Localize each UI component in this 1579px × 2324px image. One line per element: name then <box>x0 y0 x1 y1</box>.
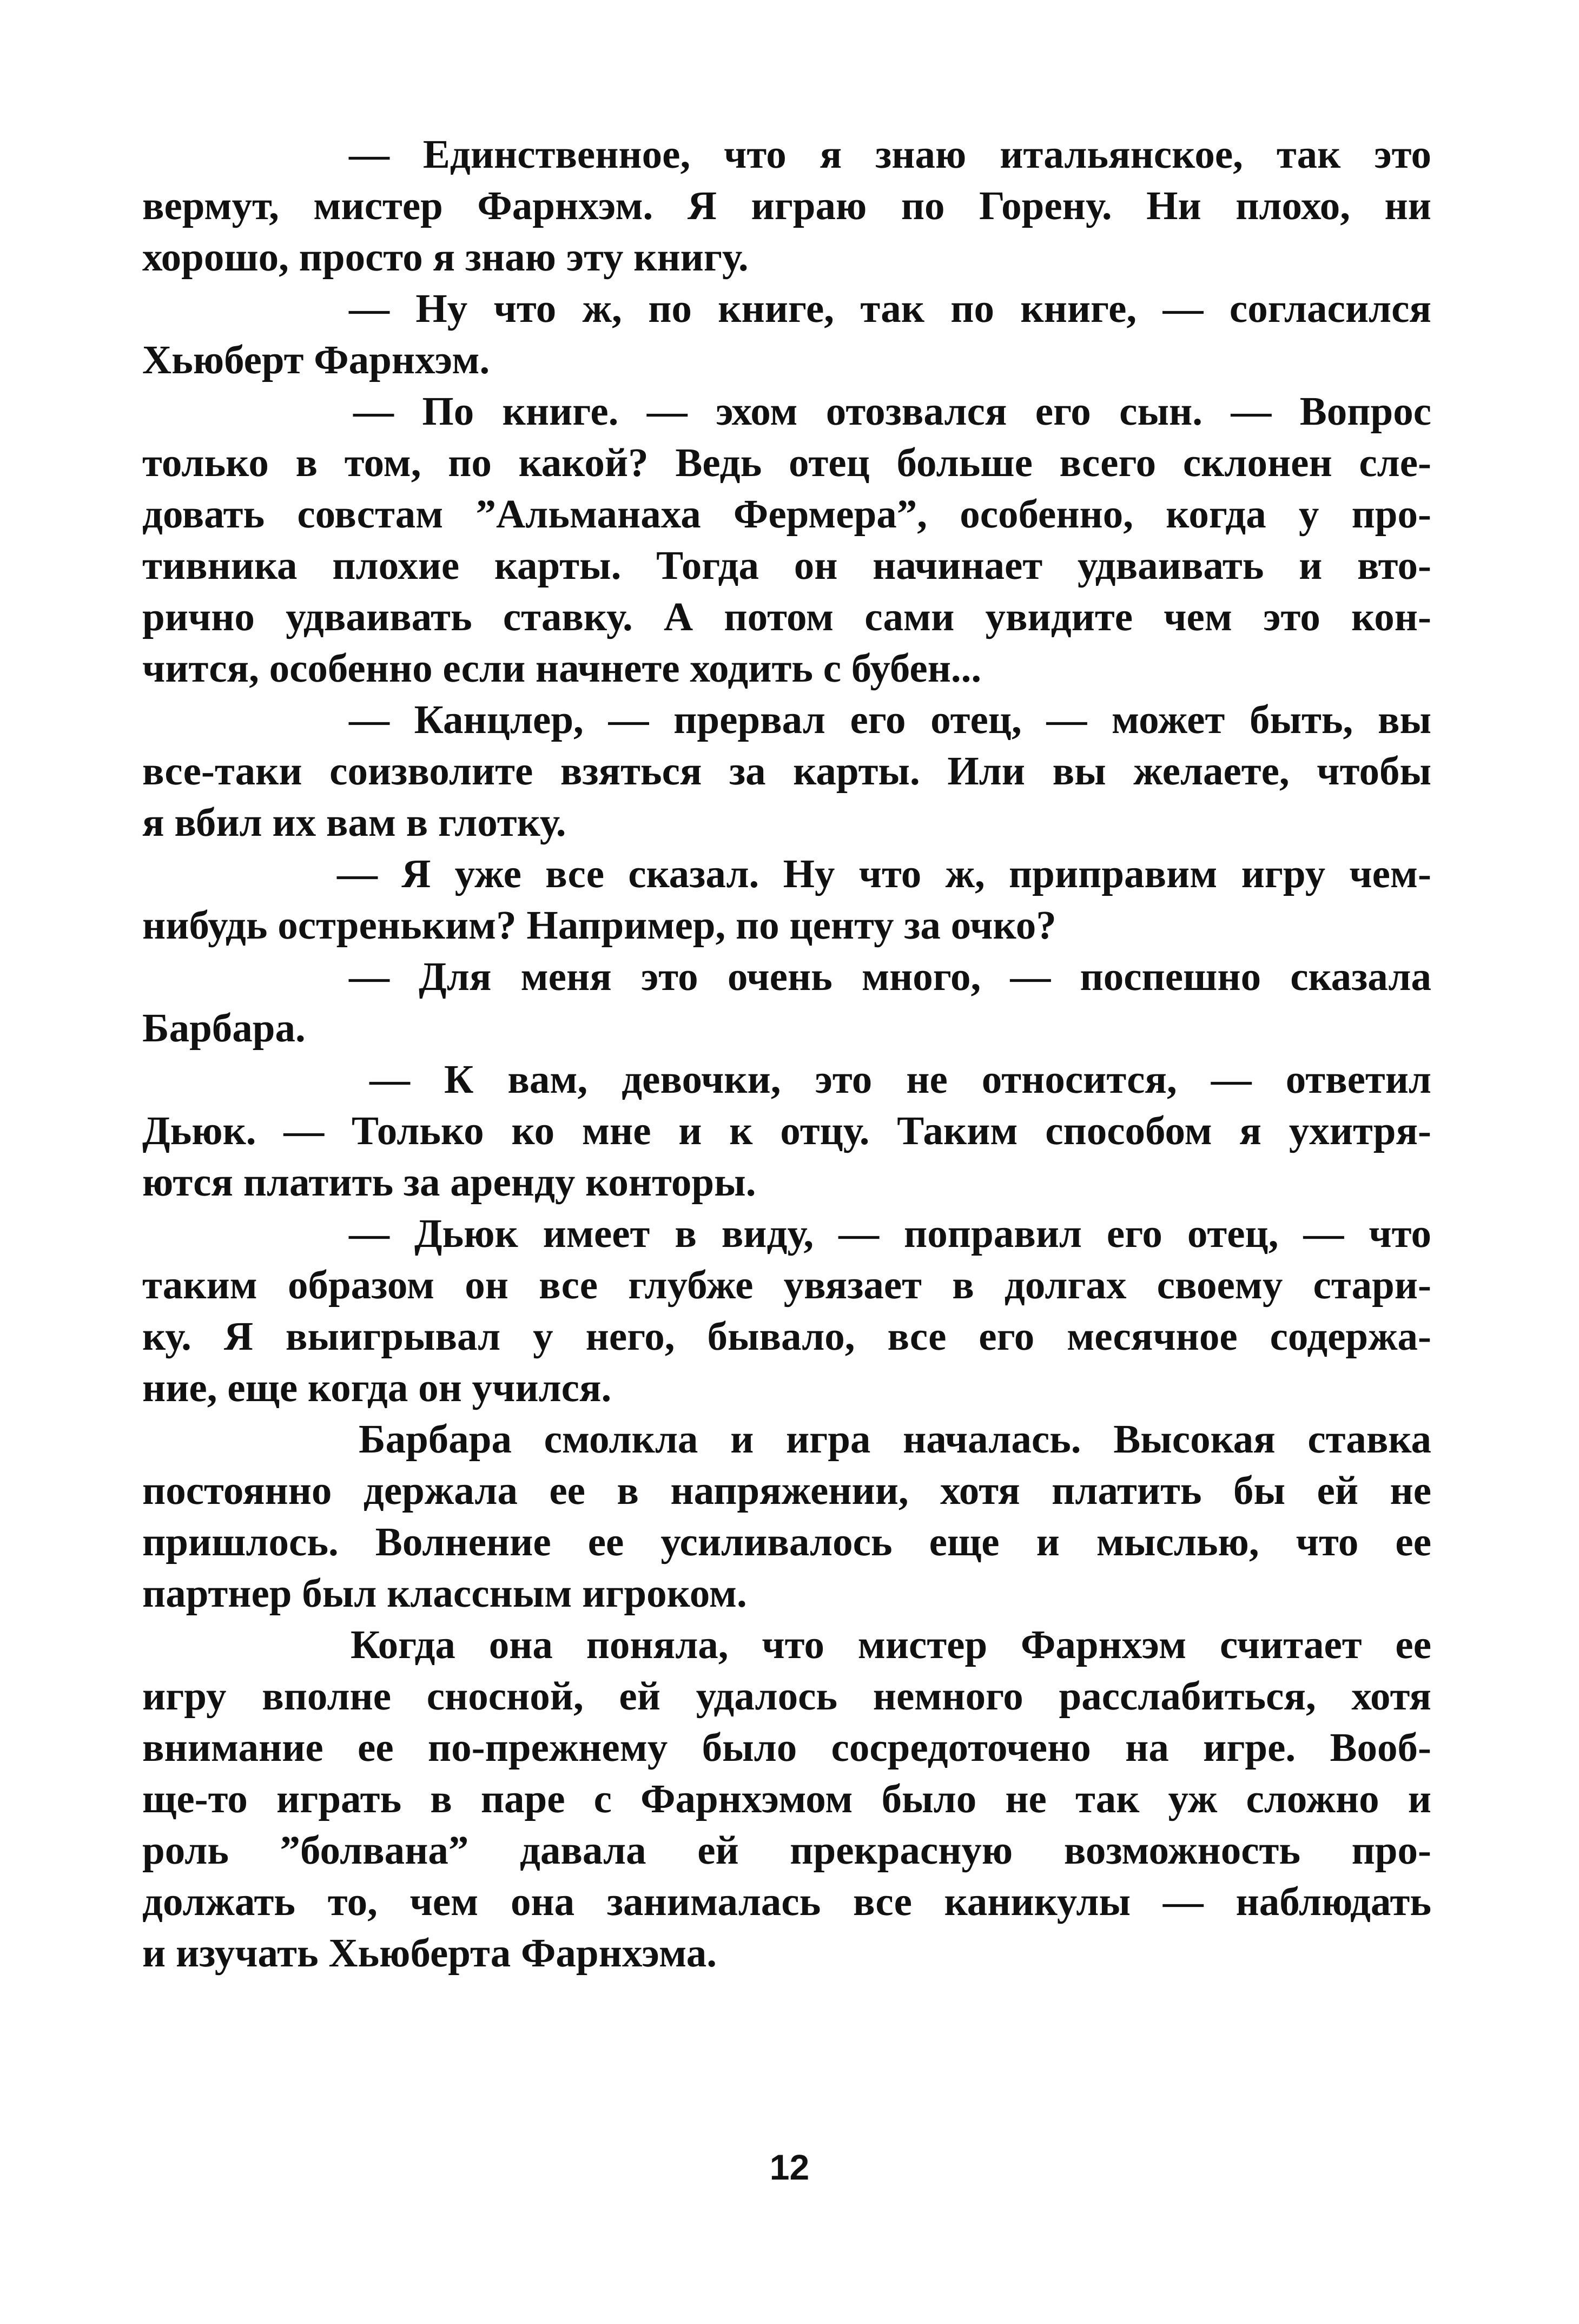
text-line: Дьюк. — Только ко мне и к отцу. Таким способом я ухитря- <box>142 1108 1431 1153</box>
text-line: постоянно держала ее в напряжении, хотя платить бы ей не <box>142 1468 1431 1513</box>
text-line: и изучать Хьюберта Фарнхэма. <box>142 1931 717 1976</box>
text-line: тивника плохие карты. Тогда он начинает удваивать и вто- <box>142 543 1431 588</box>
text-line: чится, особенно если начнете ходить с бубен... <box>142 646 982 691</box>
text-line: — Я уже все сказал. Ну что ж, приправим игру чем- <box>337 851 1431 896</box>
text-line: Когда она поняла, что мистер Фарнхэм считает ее <box>351 1622 1431 1667</box>
text-line: ще-то играть в паре с Фарнхэмом было не так уж сложно и <box>142 1777 1431 1821</box>
text-line: Барбара смолкла и игра началась. Высокая ставка <box>359 1417 1431 1462</box>
text-line: только в том, по какой? Ведь отец больше всего склонен сле- <box>142 440 1431 485</box>
text-line: должать то, чем она занималась все каникулы — наблюдать <box>142 1879 1431 1924</box>
text-line: внимание ее по-прежнему было сосредоточено на игре. Вооб- <box>142 1725 1431 1770</box>
text-line: — Канцлер, — прервал его отец, — может быть, вы <box>349 697 1431 742</box>
text-line: Хьюберт Фарнхэм. <box>142 338 490 382</box>
text-line: рично удваивать ставку. А потом сами увидите чем это кон- <box>142 595 1431 639</box>
text-line: — Ну что ж, по книге, так по книге, — согласился <box>349 286 1431 331</box>
text-line: я вбил их вам в глотку. <box>142 800 566 845</box>
page-number: 12 <box>769 2147 810 2187</box>
text-line: довать совстам ”Альманаха Фермера”, особенно, когда у про- <box>142 492 1431 537</box>
text-line: игру вполне сносной, ей удалось немного расслабиться, хотя <box>142 1674 1431 1719</box>
text-line: хорошо, просто я знаю эту книгу. <box>142 235 749 280</box>
text-line: Барбара. <box>142 1006 306 1051</box>
text-line: вермут, мистер Фарнхэм. Я играю по Горену. Ни плохо, ни <box>142 183 1431 228</box>
text-line: пришлось. Волнение ее усиливалось еще и мыслью, что ее <box>142 1520 1431 1564</box>
text-line: — По книге. — эхом отозвался его сын. — Вопрос <box>353 389 1431 434</box>
text-line: нибудь остреньким? Например, по центу за очко? <box>142 903 1056 948</box>
text-line: — К вам, девочки, это не относится, — ответил <box>369 1057 1431 1102</box>
text-line: — Дьюк имеет в виду, — поправил его отец, — что <box>349 1211 1431 1256</box>
text-line: все-таки соизволите взяться за карты. Или вы желаете, чтобы <box>142 749 1431 794</box>
text-line: — Для меня это очень много, — поспешно сказала <box>349 954 1431 999</box>
text-line: ются платить за аренду конторы. <box>142 1160 756 1205</box>
text-line: ку. Я выигрывал у него, бывало, все его месячное содержа- <box>142 1314 1431 1359</box>
body-text <box>142 129 1431 1979</box>
text-line: партнер был классным игроком. <box>142 1571 747 1616</box>
text-line: таким образом он все глубже увязает в долгах своему стари- <box>142 1263 1431 1308</box>
text-line: — Единственное, что я знаю итальянское, так это <box>349 132 1431 177</box>
text-line: роль ”болвана” давала ей прекрасную возможность про- <box>142 1828 1431 1873</box>
text-line: ние, еще когда он учился. <box>142 1365 612 1410</box>
